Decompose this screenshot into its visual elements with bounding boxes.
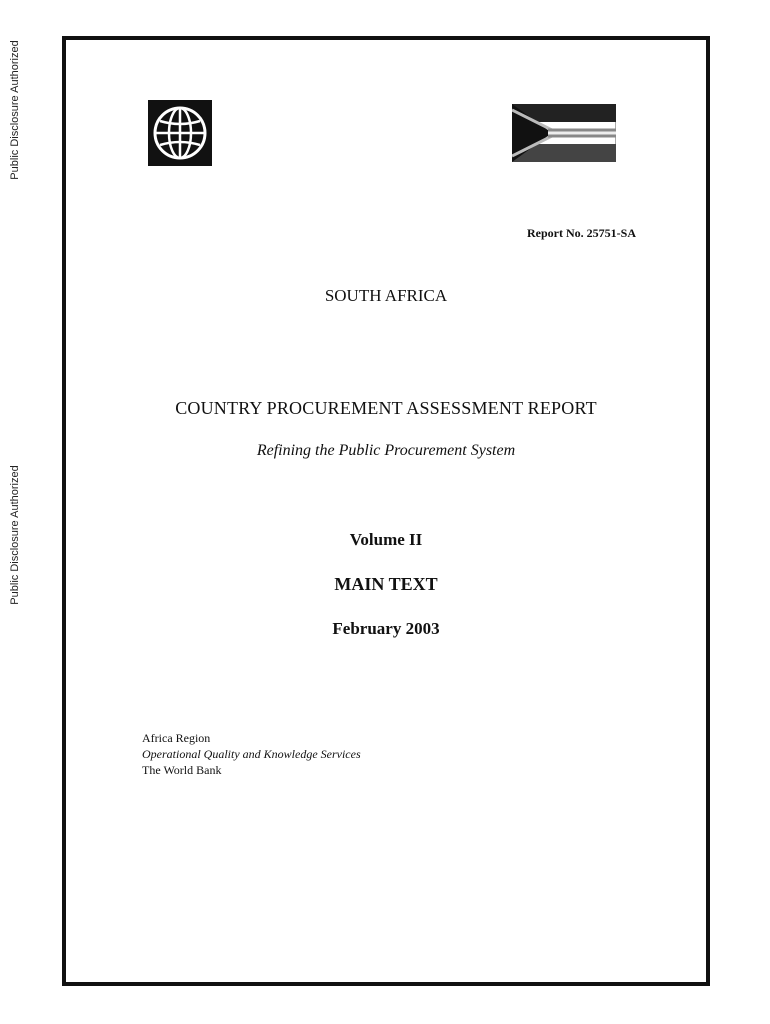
margin-note-bottom-text: Public Disclosure Authorized — [9, 465, 21, 605]
report-subtitle: Refining the Public Procurement System — [256, 442, 516, 459]
part-label: MAIN TEXT — [334, 574, 438, 594]
report-date: February 2003 — [332, 619, 440, 638]
country-heading: SOUTH AFRICA — [324, 286, 448, 305]
world-bank-globe-icon — [148, 100, 212, 166]
margin-note-top — [7, 10, 23, 210]
margin-note-top-text: Public Disclosure Authorized — [9, 40, 21, 180]
issuer-region: Africa Region — [142, 731, 211, 745]
report-number: Report No. 25751-SA — [527, 226, 636, 240]
issuer-unit: Operational Quality and Knowledge Services — [142, 747, 361, 761]
issuer-organization: The World Bank — [142, 763, 222, 777]
margin-note-bottom — [7, 435, 23, 635]
issuer-block — [142, 730, 361, 778]
volume-label: Volume II — [349, 530, 423, 549]
cover-frame — [62, 36, 710, 986]
report-title: COUNTRY PROCUREMENT ASSESSMENT REPORT — [175, 398, 597, 418]
south-africa-flag-icon — [512, 104, 616, 162]
